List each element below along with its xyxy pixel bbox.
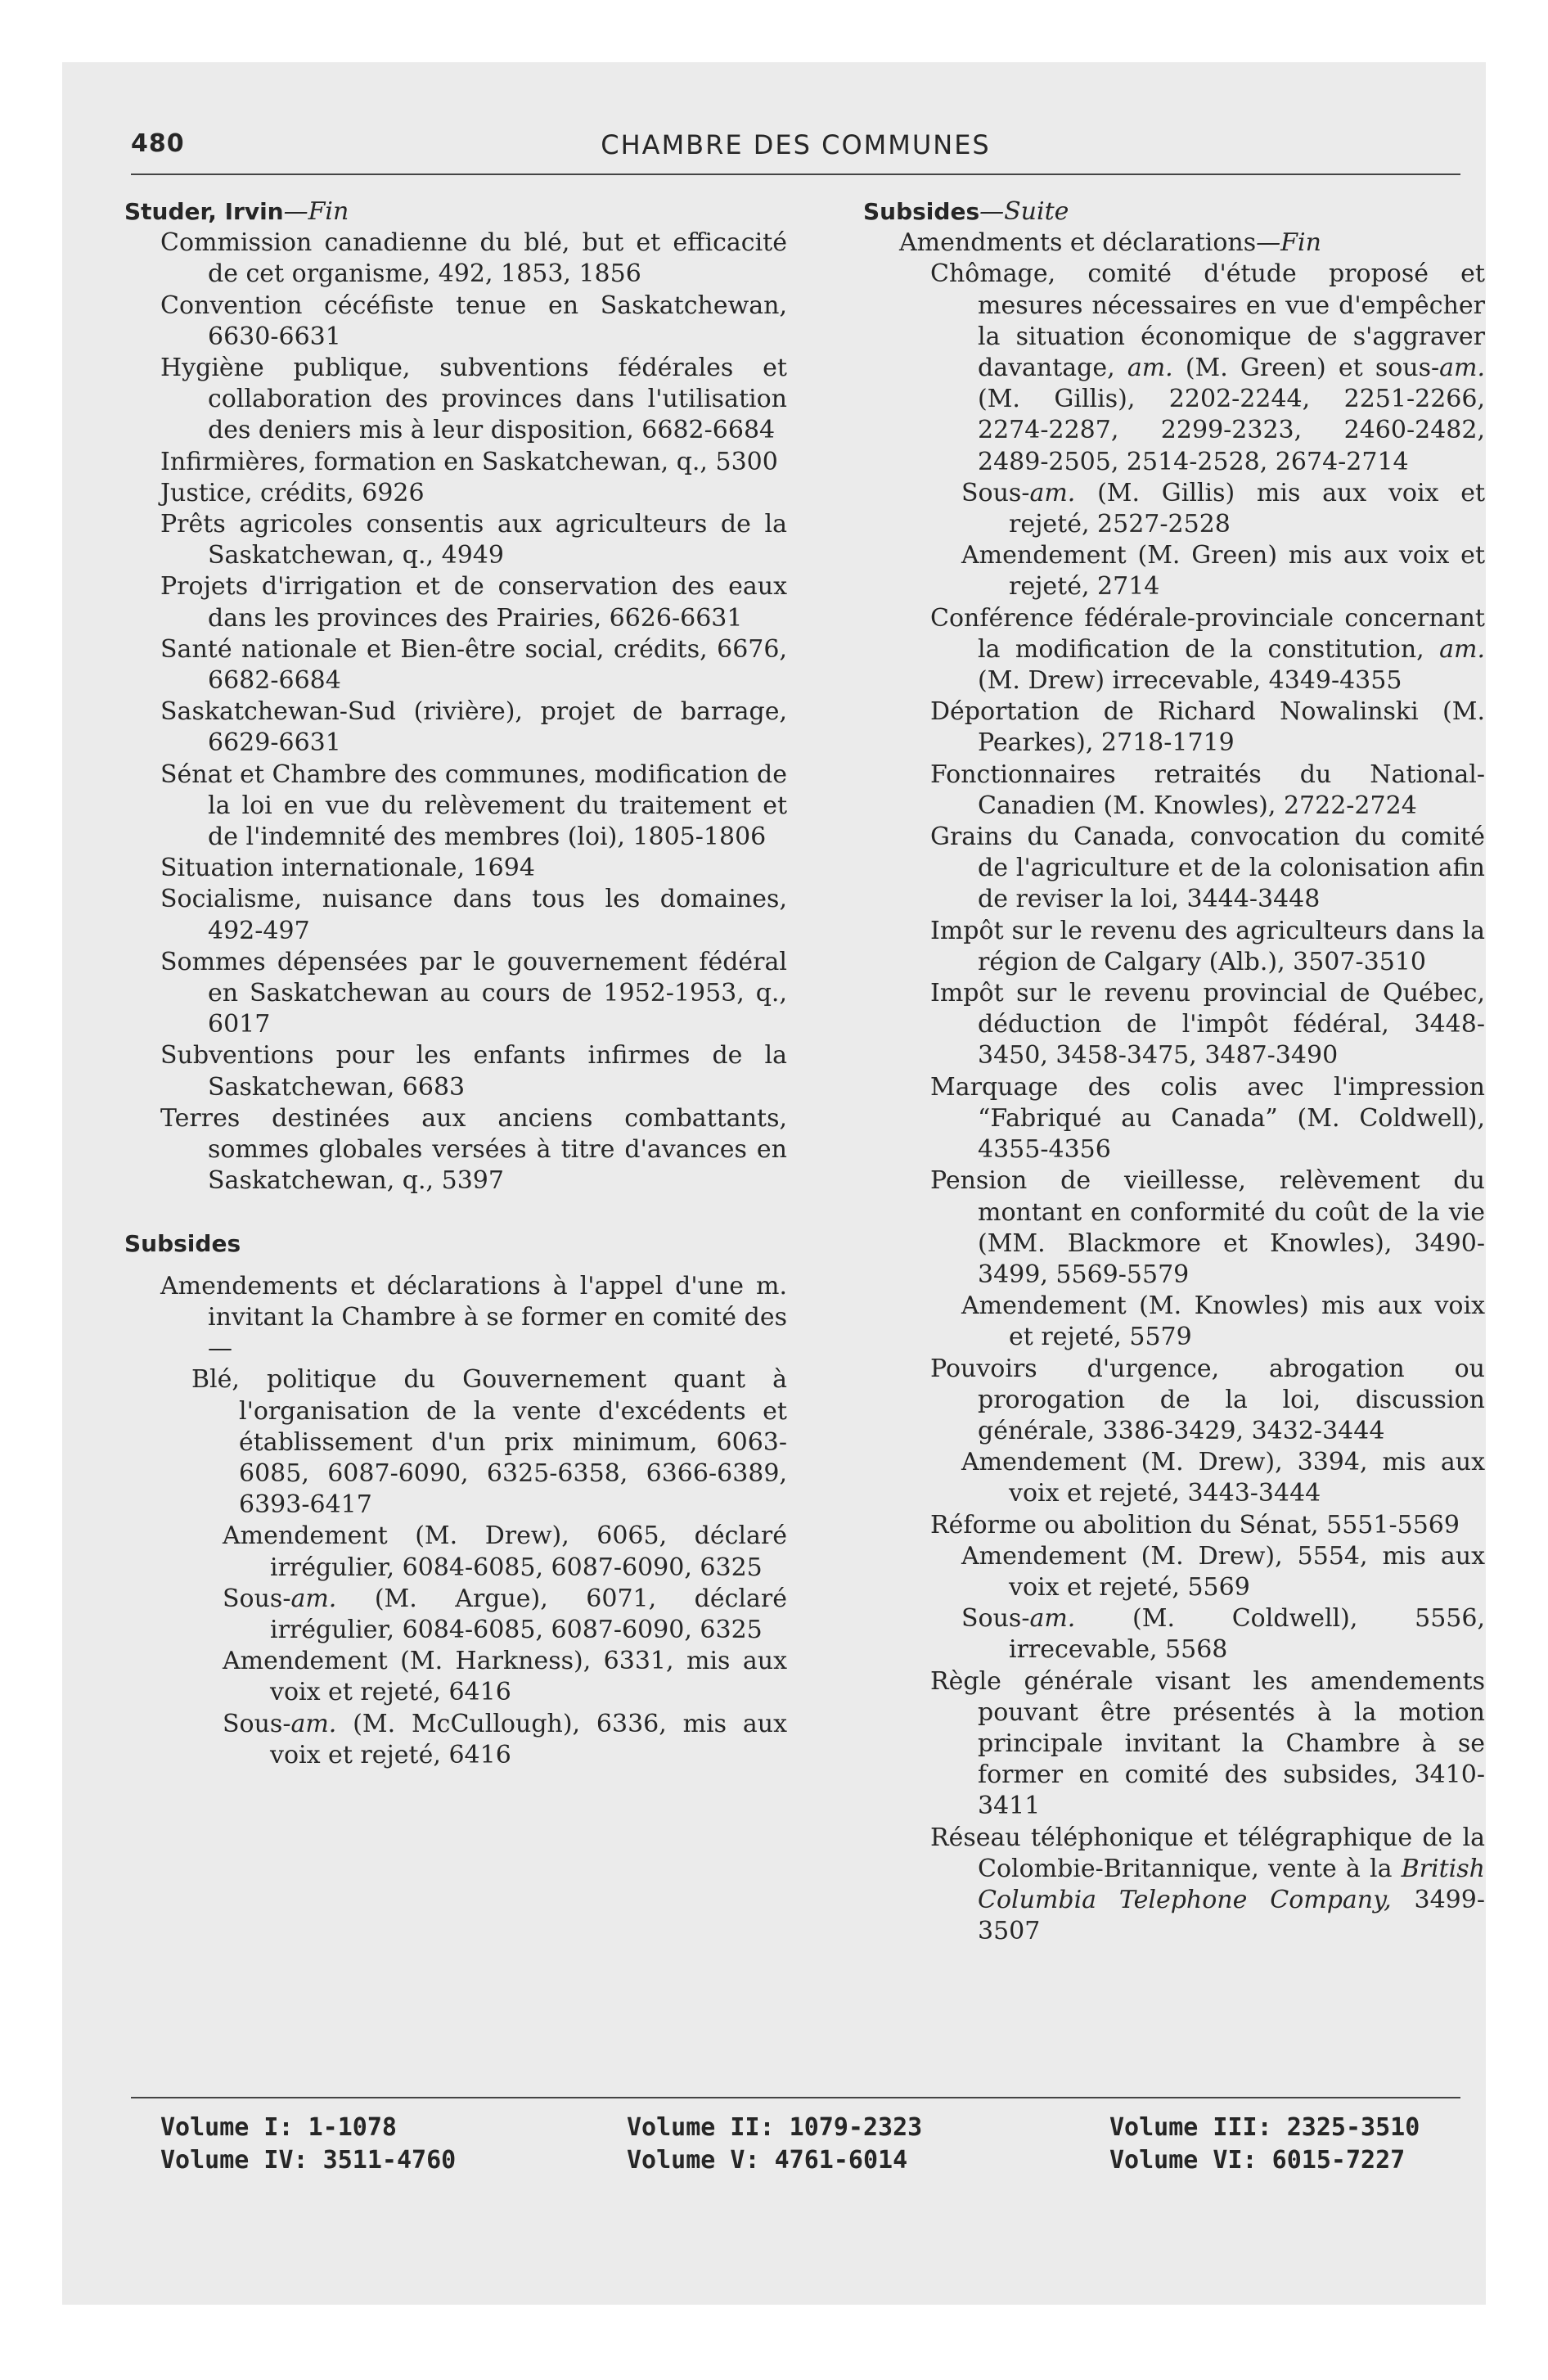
volume-range: Volume VI: 6015-7227 [1109,2146,1406,2175]
heading-continuation: —Fin [283,197,349,226]
sous-prefix: Sous- [223,1709,291,1738]
index-subentry-grains: Grains du Canada, convocation du comité de l'agriculture et de la colonisation afin de reviser la loi, 3444-3448 [930,823,1485,914]
index-subentry-impot-calgary: Impôt sur le revenu des agriculteurs dans la région de Calgary (Alb.), 3507-3510 [930,916,1485,976]
index-subentry-sous-amendement [863,1603,1485,1666]
reseau-pages: 3499-3507 [978,1885,1485,1946]
chomage-text: (M. Green) et sous- [1172,354,1440,383]
amendments-text: Amendments et déclarations [899,228,1257,258]
sous-prefix: Sous- [961,1604,1030,1634]
index-entry: Commission canadienne du blé, but et efficacité de cet organisme, 492, 1853, 1856 [160,228,787,289]
index-entry: Santé nationale et Bien-être social, crédits, 6676, 6682-6684 [160,634,787,696]
chomage-text: Chômage, comité d'étude proposé et mesures nécessaires en vue d'empêcher la situation économique de s'aggraver davantage, [930,259,1485,383]
volume-range: Volume II: 1079-2323 [627,2113,923,2142]
index-subentry-pouvoirs: Pouvoirs d'urgence, abrogation ou prorogation de la loi, discussion générale, 3386-3429, 3432-3444 [930,1354,1485,1445]
index-subentry-fonctionnaires: Fonctionnaires retraités du National-Canadien (M. Knowles), 2722-2724 [930,760,1485,820]
conference-text: Conférence fédérale-provinciale concernant la modification de la constitution, [930,603,1485,664]
index-entry: Subventions pour les enfants infirmes de la Saskatchewan, 6683 [160,1041,787,1102]
am-abbrev: am. [290,1709,337,1738]
index-subentry-sous-amendement [124,1709,787,1771]
chomage-text: (M. Gillis), 2202-2244, 2251-2266, 2274-2287, 2299-2323, 2460-2482, 2489-2505, 2514-2528, 2674-2714 [978,385,1485,476]
running-head: CHAMBRE DES COMMUNES [601,129,991,160]
index-entry: Situation internationale, 1694 [160,854,535,883]
index-entry: Sénat et Chambre des communes, modification de la loi en vue du relèvement du traitement et de l'indemnité des membres (loi), 1805-1806 [160,760,787,852]
index-subentry-sous-amendement [863,478,1485,540]
heading-continuation: —Suite [979,197,1069,226]
page-header [131,124,1460,175]
index-entry: Infirmières, formation en Saskatchewan, q., 5300 [160,447,778,476]
entry-heading-subsides: Subsides [124,1229,241,1257]
index-entry-amendments-heading [863,228,1485,259]
am-abbrev: am. [1029,1604,1076,1634]
sous-rest: (M. Gillis) mis aux voix et rejeté, 2527-2528 [1009,478,1485,539]
index-subentry-pension: Pension de vieillesse, relèvement du montant en conformité du coût de la vie (MM. Blackmore et Knowles), 3490-3499, 5569-5579 [930,1166,1485,1289]
footer-rule [131,2097,1460,2098]
page-number: 480 [131,129,185,158]
index-subentry-conference [863,603,1485,697]
index-subentry-amendement: Amendement (M. Harkness), 6331, mis aux voix et rejeté, 6416 [223,1647,787,1707]
index-entry: Convention cécéfiste tenue en Saskatchewan, 6630-6631 [160,291,787,351]
entry-heading-studer [124,196,787,228]
am-abbrev: am. [290,1584,337,1613]
index-subentry-impot-quebec: Impôt sur le revenu provincial de Québec, déduction de l'impôt fédéral, 3448-3450, 3458-3475, 3487-3490 [930,979,1485,1071]
heading-name: Subsides [863,198,980,225]
left-column [124,196,787,1771]
index-entry: Socialisme, nuisance dans tous les domaines, 492-497 [160,885,787,945]
volume-column [1109,2112,1420,2177]
am-abbrev: am. [1439,634,1485,664]
volume-range: Volume I: 1-1078 [160,2113,397,2142]
conference-text: (M. Drew) irrecevable, 4349-4355 [978,666,1402,696]
sous-rest: (M. Coldwell), 5556, irrecevable, 5568 [1009,1604,1485,1665]
index-entry: Sommes dépensées par le gouvernement fédéral en Saskatchewan au cours de 1952-1953, q., 6017 [160,947,787,1039]
volume-column [160,2112,456,2177]
index-subentry-amendement: Amendement (M. Green) mis aux voix et rejeté, 2714 [961,541,1485,602]
sous-rest: (M. Argue), 6071, déclaré irrégulier, 6084-6085, 6087-6090, 6325 [270,1584,787,1644]
index-subentry-ble: Blé, politique du Gouvernement quant à l'organisation de la vente d'excédents et établissement d'un prix minimum, 6063-6085, 6087-6090, 6325-6358, 6366-6389, 6393-6417 [191,1365,787,1520]
volume-column [627,2112,922,2177]
entry-heading-subsides-suite [863,196,1485,228]
am-abbrev: am. [1029,478,1076,507]
volume-range: Volume V: 4761-6014 [627,2146,908,2175]
volume-range: Volume III: 2325-3510 [1109,2113,1420,2142]
index-subentry-sous-amendement [124,1584,787,1646]
right-column [863,196,1485,1947]
sous-rest: (M. McCullough), 6336, mis aux voix et rejeté, 6416 [270,1709,787,1769]
am-abbrev: am. [1127,354,1173,383]
amendments-continuation: —Fin [1256,228,1321,258]
section-spacer [124,1197,787,1228]
index-entry-amendements: Amendements et déclarations à l'appel d'une m. invitant la Chambre à se former en comité des— [160,1271,787,1364]
reseau-text: Réseau téléphonique et télégraphique de la Colombie-Britannique, vente à la [930,1823,1485,1883]
index-subentry-deportation: Déportation de Richard Nowalinski (M. Pearkes), 2718-1719 [930,697,1485,758]
heading-name: Studer, Irvin [124,198,284,225]
index-subentry-reforme: Réforme ou abolition du Sénat, 5551-5569 [930,1510,1460,1539]
index-entry: Justice, crédits, 6926 [160,478,425,507]
index-subentry-regle: Règle générale visant les amendements pouvant être présentés à la motion principale invitant la Chambre à se former en comité des subsides, 3410-3411 [930,1666,1485,1821]
index-entry: Terres destinées aux anciens combattants, sommes globales versées à titre d'avances en Saskatchewan, q., 5397 [160,1103,787,1196]
index-entry: Saskatchewan-Sud (rivière), projet de barrage, 6629-6631 [160,697,787,758]
index-subentry-amendement: Amendement (M. Drew), 3394, mis aux voix et rejeté, 3443-3444 [961,1448,1485,1508]
sous-prefix: Sous- [223,1584,291,1613]
volume-footer [0,2112,1548,2185]
index-subentry-chomage [863,259,1485,477]
sous-prefix: Sous- [961,478,1030,507]
index-subentry-amendement: Amendement (M. Drew), 5554, mis aux voix et rejeté, 5569 [961,1541,1485,1602]
company-name: British Columbia Telephone Company, [978,1854,1485,1914]
am-abbrev: am. [1439,354,1485,383]
index-subentry-marquage: Marquage des colis avec l'impression “Fabriqué au Canada” (M. Coldwell), 4355-4356 [930,1072,1485,1165]
index-entry: Hygiène publique, subventions fédérales et collaboration des provinces dans l'utilisation des deniers mis à leur disposition, 6682-6684 [160,354,787,445]
index-subentry-amendement: Amendement (M. Knowles) mis aux voix et rejeté, 5579 [961,1291,1485,1352]
index-entry: Projets d'irrigation et de conservation des eaux dans les provinces des Prairies, 6626-6631 [160,572,787,633]
index-subentry-amendement: Amendement (M. Drew), 6065, déclaré irrégulier, 6084-6085, 6087-6090, 6325 [223,1521,787,1582]
index-subentry-reseau [863,1823,1485,1948]
volume-range: Volume IV: 3511-4760 [160,2146,457,2175]
index-entry: Prêts agricoles consentis aux agriculteurs de la Saskatchewan, q., 4949 [160,510,787,570]
